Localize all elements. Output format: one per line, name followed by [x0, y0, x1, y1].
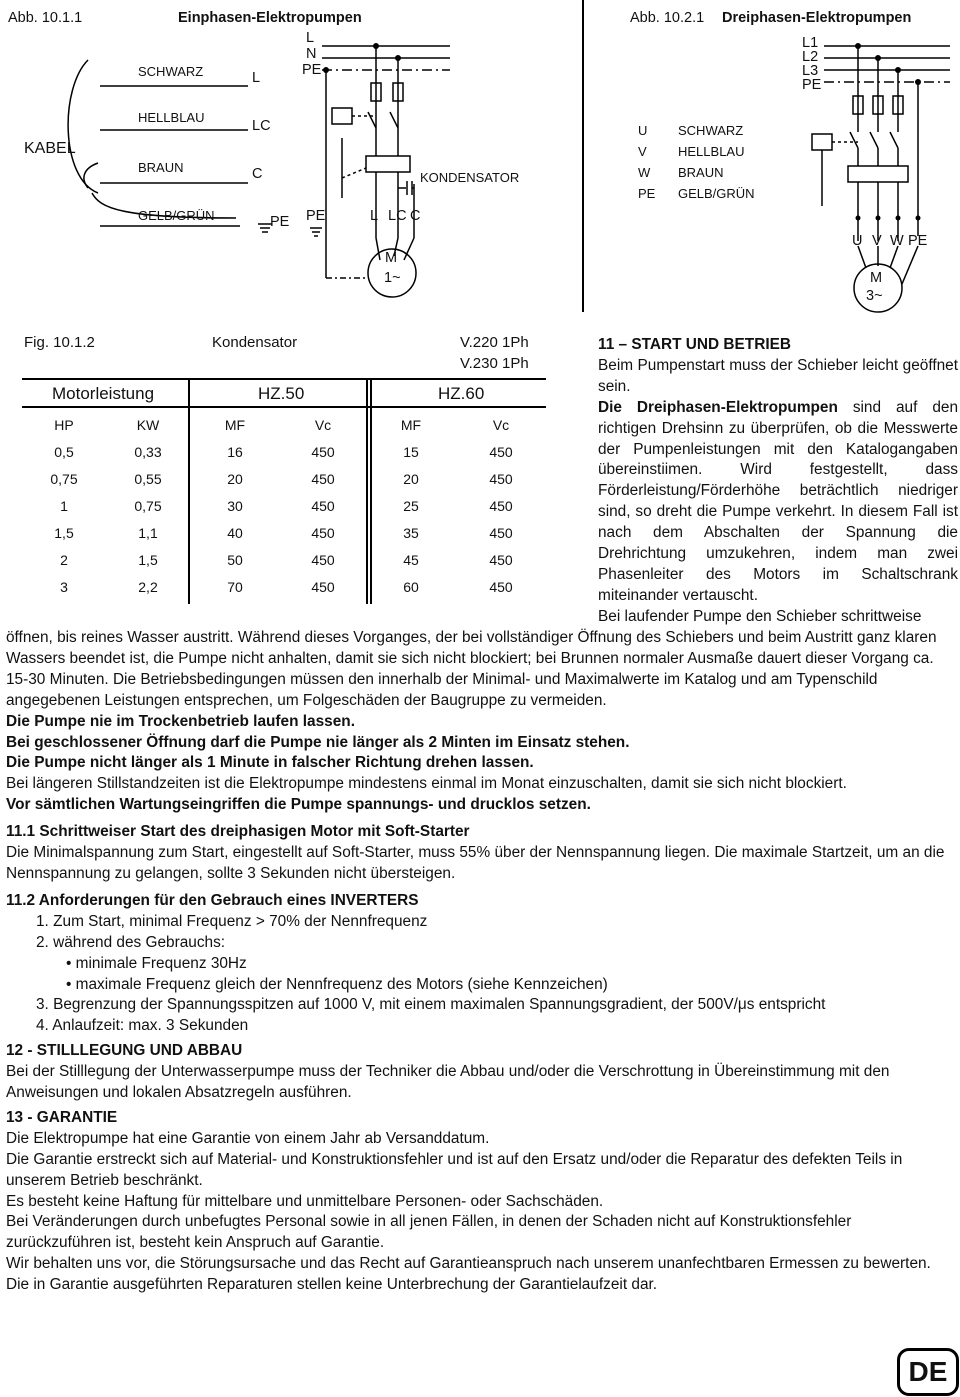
bottom-terminal-label: L: [370, 208, 379, 224]
table-cell: 40: [227, 524, 243, 541]
wire-label: HELLBLAU: [138, 110, 205, 125]
phase-legend-values: [678, 120, 755, 204]
table-cell: 60: [403, 578, 419, 595]
bottom-terminal-label: U: [852, 233, 863, 249]
supply-label: N: [306, 46, 317, 62]
terminal-label: PE: [270, 214, 290, 230]
figure-divider: [582, 0, 584, 312]
paragraph: [598, 398, 958, 607]
fig-right-caption-title: Dreiphasen-Elektropumpen: [722, 10, 912, 26]
paragraph: Beim Pumpenstart muss der Schieber leicht geöffnet sein.: [598, 356, 958, 395]
table-cell: 450: [489, 524, 513, 541]
bottom-terminal-label: PE: [908, 233, 928, 249]
paragraph: Bei laufender Pumpe den Schieber schrittweise: [598, 607, 922, 625]
section-heading: 11.2 Anforderungen für den Gebrauch eines INVERTERS: [6, 891, 419, 909]
table-header-motor: Motorleistung: [52, 384, 155, 403]
paragraph: Die Garantie erstreckt sich auf Material- und Konstruktionsfehler und ist auf den Ersatz und/oder die Reparatur des defekten Teils in unserem Betrieb beschränkt.: [6, 1150, 903, 1189]
table-cell: 45: [403, 551, 419, 568]
table-cell: 30: [227, 497, 243, 514]
table-cell: 15: [403, 443, 419, 460]
supply-label: L1: [802, 35, 819, 51]
bottom-terminal-label: PE: [306, 208, 326, 224]
body-text: [6, 628, 958, 1296]
phase-legend-keys: [638, 120, 655, 204]
table-row: [22, 438, 546, 465]
list-item: • maximale Frequenz gleich der Nennfrequenz des Motors (siehe Kennzeichen): [66, 975, 608, 993]
section-heading: 12 - STILLLEGUNG UND ABBAU: [6, 1042, 243, 1060]
table-cell: 450: [311, 497, 335, 514]
motor-label: 3~: [866, 288, 883, 304]
table-cell: 450: [311, 443, 335, 460]
terminal-label: C: [252, 166, 263, 182]
legend-value: BRAUN: [678, 165, 724, 180]
legend-value: HELLBLAU: [678, 144, 745, 159]
legend-value: GELB/GRÜN: [678, 186, 755, 201]
supply-label: PE: [802, 77, 822, 93]
bottom-terminal-label: C: [410, 208, 421, 224]
column-header: Vc: [492, 416, 510, 433]
table-row: [22, 492, 546, 519]
table-cell: 50: [227, 551, 243, 568]
table-top-rule: [22, 378, 546, 380]
table-cell: 20: [403, 470, 419, 487]
table-cell: 2: [60, 551, 68, 568]
table-row: [22, 573, 546, 600]
supply-label: L: [306, 30, 315, 46]
terminal-label: L: [252, 70, 261, 86]
section-heading: 11.1 Schrittweiser Start des dreiphasigen Motor mit Soft-Starter: [6, 823, 470, 841]
paragraph-text: sind auf den richtigen Drehsinn zu überprüfen, ob die Messwerte der Pumpenleistungen mit den Katalogangaben übereinstiimen. Wird festgestellt, dass Förderleistung/Förderhöhe beträchtlich niedriger sind, so dreht die Pumpe verkehrt. In diesem Fall ist nach dem Abschalten der Spannung die Drehrichtung umzukehren, indem man zwei Phasenleiter des Motors im Schaltschrank miteinander vertauscht.: [598, 398, 959, 604]
legend-key: PE: [638, 186, 656, 201]
table-cell: 0,33: [134, 443, 162, 460]
column-header: KW: [136, 416, 160, 433]
paragraph: Wir behalten uns vor, die Störungsursache und das Recht auf Garantieanspruch nach unserem unanfechtbaren Ermessen zu bewerten.: [6, 1255, 931, 1273]
legend-key: V: [638, 144, 647, 159]
list-item: 2. während des Gebrauchs:: [36, 933, 226, 951]
column-header: HP: [54, 416, 74, 433]
table-cell: 450: [489, 470, 513, 487]
warning: Vor sämtlichen Wartungseingriffen die Pumpe spannungs- und drucklos setzen.: [6, 796, 591, 814]
table-cell: 35: [403, 524, 419, 541]
table-cell: 450: [489, 443, 513, 460]
bottom-terminal-label: W: [890, 233, 904, 249]
table-cell: 1: [60, 497, 68, 514]
supply-label: PE: [302, 62, 322, 78]
list-item: • minimale Frequenz 30Hz: [66, 954, 247, 972]
fig-left-caption-title: Einphasen-Elektropumpen: [178, 10, 362, 26]
table-cell: 20: [227, 470, 243, 487]
table-kondensator-caption: Kondensator: [212, 334, 298, 351]
table-cell: 0,55: [134, 470, 162, 487]
table-cell: 25: [403, 497, 419, 514]
table-cell: 450: [311, 578, 335, 595]
list-item: 1. Zum Start, minimal Frequenz > 70% der Nennfrequenz: [36, 912, 428, 930]
inverter-requirements-list: [6, 912, 958, 1037]
wire-label: BRAUN: [138, 160, 184, 175]
table-header-hz60: HZ.60: [438, 384, 485, 403]
table-row: [22, 465, 546, 492]
column-header: MF: [400, 416, 422, 433]
list-item: 3. Begrenzung der Spannungsspitzen auf 1000 V, mit einem maximalen Spannungsgradient, der 500V/μs entspricht: [36, 996, 826, 1014]
table-header-hz50: HZ.50: [258, 384, 305, 403]
table-cell: 450: [489, 497, 513, 514]
table-cell: 1,5: [138, 551, 158, 568]
section-heading: 13 - GARANTIE: [6, 1108, 118, 1126]
section-heading: 11 – START UND BETRIEB: [598, 336, 791, 353]
table-fig-caption: Fig. 10.1.2: [24, 334, 95, 351]
emphasis: Die Dreiphasen-Elektropumpen: [598, 398, 838, 416]
table-cell: 1,1: [138, 524, 158, 541]
motor-label: M: [385, 250, 398, 266]
paragraph: Es besteht keine Haftung für mittelbare und unmittelbare Personen- oder Sachschäden.: [6, 1192, 604, 1210]
kabel-label: KABEL: [24, 140, 76, 157]
list-item: 4. Anlaufzeit: max. 3 Sekunden: [36, 1017, 249, 1035]
table-cell: 450: [489, 578, 513, 595]
kondensator-label: KONDENSATOR: [420, 170, 520, 185]
table-cell: 0,75: [134, 497, 162, 514]
table-row: [22, 546, 546, 573]
column-header: Vc: [314, 416, 332, 433]
table-cell: 2,2: [138, 578, 158, 595]
voltage-label: V.220 1Ph: [460, 334, 529, 351]
supply-label: L2: [802, 49, 819, 65]
table-cell: 0,75: [50, 470, 78, 487]
table-mid-rule: [22, 406, 546, 408]
table-cell: 450: [311, 470, 335, 487]
paragraph: Bei Veränderungen durch unbefugtes Personal sowie in all jenen Fällen, in denen der Schaden nicht auf Konstruktionsfehler zurückzuführen ist, besteht kein Anspruch auf Garantie.: [6, 1213, 852, 1252]
motor-label: 1~: [384, 270, 401, 286]
warning: Die Pumpe nicht länger als 1 Minute in falscher Richtung drehen lassen.: [6, 754, 534, 772]
bottom-terminal-label: V: [872, 233, 882, 249]
wire-label: SCHWARZ: [138, 64, 204, 79]
table-row: [22, 519, 546, 546]
section-11-intro: [598, 335, 958, 628]
paragraph: Bei der Stilllegung der Unterwasserpumpe muss der Techniker die Abbau und/oder die Verschrottung in Übereinstimmung mit den Anweisungen und lokalen Absatzregeln ausführen.: [6, 1063, 890, 1102]
legend-key: U: [638, 123, 648, 138]
paragraph: öffnen, bis reines Wasser austritt. Während dieses Vorganges, der bei vollständiger Öffnung des Schiebers und beim Austritt ganz klaren Wassers beendet ist, die Pumpe nicht anhalten, damit sie sich nicht blockiert; bei Brunnen normaler Ausmaße dauert dieser Vorgang ca. 15-30 Minuten. Die Betriebsbedingungen müssen den innerhalb der Minimal- und Maximalwerte im Katalog und am Typenschild angegebenen Leistungen entsprechen, um Folgeschäden der Baugruppe zu vermeiden.: [6, 629, 937, 709]
table-cell: 450: [311, 524, 335, 541]
supply-label: L3: [802, 63, 819, 79]
table-header-row: [22, 411, 546, 438]
warning: Bei geschlossener Öffnung darf die Pumpe nie länger als 2 Minten im Einsatz stehen.: [6, 733, 630, 751]
warning: Die Pumpe nie im Trockenbetrieb laufen lassen.: [6, 712, 355, 730]
terminal-label: LC: [252, 118, 271, 134]
voltage-label: V.230 1Ph: [460, 355, 529, 372]
single-phase-wiring-diagram: [0, 28, 580, 298]
paragraph: Die in Garantie ausgeführten Reparaturen stellen keine Unterbrechung der Garantielaufzeit dar.: [6, 1276, 658, 1294]
wire-label: GELB/GRÜN: [138, 208, 215, 223]
column-header: MF: [224, 416, 246, 433]
table-cell: 450: [489, 551, 513, 568]
capacitor-table: [22, 411, 546, 600]
table-cell: 1,5: [54, 524, 74, 541]
fig-right-caption-num: Abb. 10.2.1: [630, 10, 705, 26]
table-cell: 16: [227, 443, 243, 460]
motor-label: M: [870, 270, 883, 286]
table-cell: 0,5: [54, 443, 74, 460]
bottom-terminal-label: LC: [388, 208, 407, 224]
fig-left-caption-num: Abb. 10.1.1: [8, 10, 83, 26]
paragraph: Die Elektropumpe hat eine Garantie von einem Jahr ab Versanddatum.: [6, 1129, 490, 1147]
table-cell: 3: [60, 578, 68, 595]
paragraph: Die Minimalspannung zum Start, eingestellt auf Soft-Starter, muss 55% über der Nennspannung liegen. Die maximale Startzeit, um an die Nennspannung zu gelangen, sollte 3 Sekunden nicht übersteigen.: [6, 844, 945, 882]
legend-value: SCHWARZ: [678, 123, 744, 138]
table-cell: 70: [227, 578, 243, 595]
table-cell: 450: [311, 551, 335, 568]
language-badge: DE: [897, 1348, 959, 1396]
legend-key: W: [638, 165, 651, 180]
paragraph: Bei längeren Stillstandzeiten ist die Elektropumpe mindestens einmal im Monat einzuschalten, damit sie sich nicht blockiert.: [6, 775, 847, 793]
